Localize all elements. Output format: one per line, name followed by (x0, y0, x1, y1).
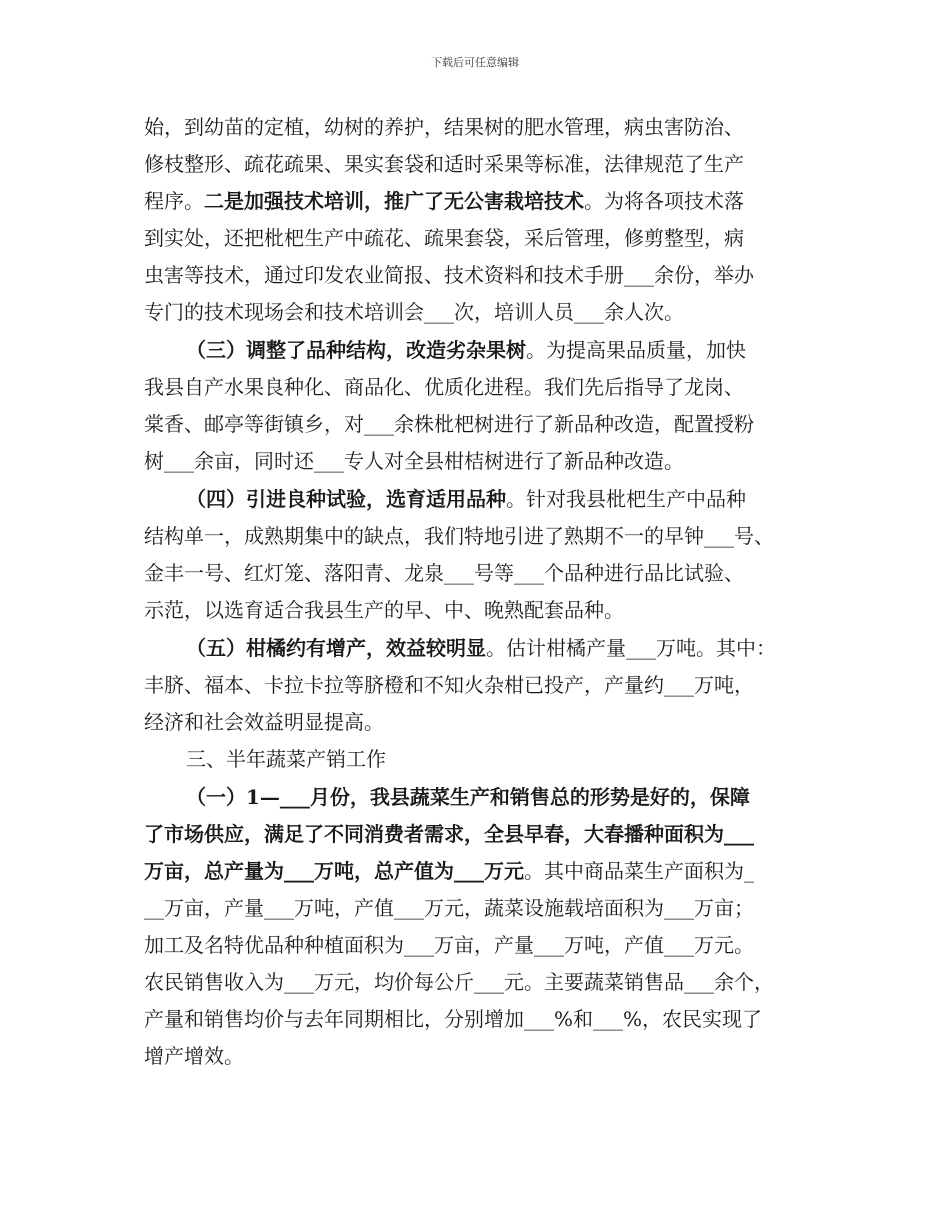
text-run: 加工及名特优品种种植面积为___万亩，产量___万吨，产值___万元。 (144, 933, 754, 957)
text-line (144, 225, 824, 251)
text-line (186, 486, 866, 512)
text-line (144, 672, 824, 698)
bold-text-run: 万亩，总产量为___万吨，总产值为___万元 (144, 859, 524, 883)
text-line (144, 560, 824, 586)
text-line (144, 1006, 824, 1032)
text-line (144, 151, 824, 177)
text-run: 丰脐、福本、卡拉卡拉等脐橙和不知火杂柑已投产，产量约___万吨， (144, 673, 754, 697)
text-run: 虫害等技术，通过印发农业简报、技术资料和技术手册___余份，举办 (144, 263, 754, 287)
text-run: 农民销售收入为___万元，均价每公斤___元。主要蔬菜销售品___余个， (144, 970, 774, 994)
text-run: 。为将各项技术落 (584, 189, 744, 213)
text-run: 增产增效。 (144, 1044, 244, 1068)
page-header: 下载后可任意编辑 (431, 56, 519, 69)
text-line (144, 299, 824, 325)
text-line (144, 411, 824, 437)
text-run: 到实处，还把枇杷生产中疏花、疏果套袋，采后管理，修剪整型，病 (144, 226, 744, 250)
text-line (144, 523, 824, 549)
text-line (144, 188, 824, 214)
text-run: 专门的技术现场会和技术培训会___次，培训人员___余人次。 (144, 300, 684, 324)
text-line (144, 114, 824, 140)
text-run: 结构单一，成熟期集中的缺点，我们特地引进了熟期不一的早钟___号、 (144, 524, 774, 548)
bold-text-run: （一）1—___月份，我县蔬菜生产和销售总的形势是好的，保障 (186, 785, 750, 809)
bold-text-run: （三）调整了品种结构，改造劣杂果树 (186, 338, 526, 362)
text-run: 修枝整形、疏花疏果、果实套袋和适时采果等标准，法律规范了生产 (144, 152, 744, 176)
text-run: __万亩，产量___万吨，产值___万元，蔬菜设施载培面积为___万亩； (144, 896, 754, 920)
text-line (186, 635, 866, 661)
text-run: 树___余亩，同时还___专人对全县柑桔树进行了新品种改造。 (144, 449, 684, 473)
text-run: 经济和社会效益明显提高。 (144, 710, 384, 734)
bold-text-run: （四）引进良种试验，选育适用品种 (186, 487, 506, 511)
text-run: 。其中商品菜生产面积为_ (524, 859, 754, 883)
text-run: 棠香、邮亭等街镇乡，对___余株枇杷树进行了新品种改造，配置授粉 (144, 412, 754, 436)
text-run: 。为提高果品质量，加快 (526, 338, 746, 362)
text-line (186, 337, 866, 363)
text-line (144, 858, 824, 884)
text-line (144, 821, 824, 847)
bold-text-run: 了市场供应，满足了不同消费者需求，全县早春，大春播种面积为___ (144, 822, 754, 846)
text-line (186, 784, 866, 810)
text-run: 。针对我县枇杷生产中品种 (506, 487, 746, 511)
bold-text-run: （五）柑橘约有增产，效益较明显 (186, 636, 486, 660)
text-run: 我县自产水果良种化、商品化、优质化进程。我们先后指导了龙岗、 (144, 375, 744, 399)
text-line (144, 448, 824, 474)
text-line (144, 262, 824, 288)
text-run: 程序。 (144, 189, 204, 213)
bold-text-run: 二是加强技术培训，推广了无公害栽培技术 (204, 189, 584, 213)
text-run: 三、半年蔬菜产销工作 (186, 747, 386, 771)
text-run: 产量和销售均价与去年同期相比，分别增加___%和___%，农民实现了 (144, 1007, 763, 1031)
text-run: 。估计柑橘产量___万吨。其中： (486, 636, 776, 660)
section-heading (186, 746, 866, 772)
text-line (144, 932, 824, 958)
text-line (144, 709, 824, 735)
text-line (144, 374, 824, 400)
text-run: 示范，以选育适合我县生产的早、中、晚熟配套品种。 (144, 598, 624, 622)
text-run: 始，到幼苗的定植，幼树的养护，结果树的肥水管理，病虫害防治、 (144, 115, 744, 139)
text-line (144, 1043, 824, 1069)
text-line (144, 597, 824, 623)
text-line (144, 969, 824, 995)
text-line (144, 895, 824, 921)
text-run: 金丰一号、红灯笼、落阳青、龙泉___号等___个品种进行品比试验、 (144, 561, 744, 585)
